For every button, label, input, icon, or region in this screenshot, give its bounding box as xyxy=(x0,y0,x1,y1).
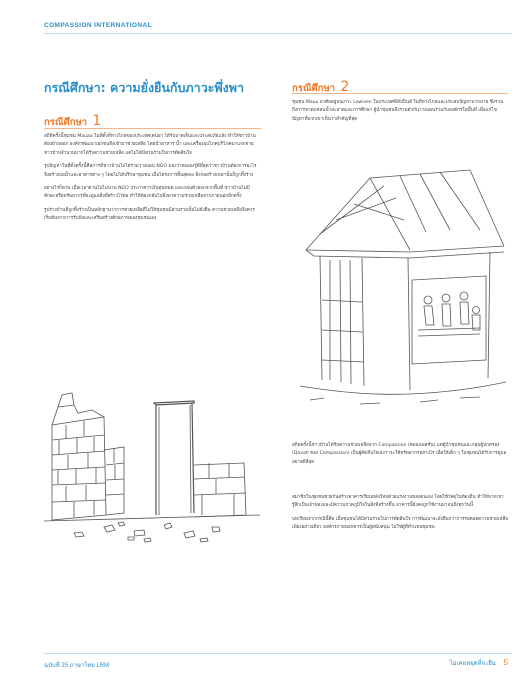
paragraph: รูปปัญหาในที่ตั้งครั้งนี้คือการที่ชาวบ้านไม่ได้ร่วมวางแผน NGO มองว่าตนเองรู้ดีที่สุดว่าชาวบ้านต้องการอะไร จึงสร้างบ่อน้ำและอาคารต่าง ๆ โดยไม่ได้ปรึกษาชุมชน เมื่อโครงการสิ้นสุดลง สิ่งก่อสร้างเหล่านั้นก็ถูกทิ้งร้าง xyxy=(44,164,257,178)
case-study-2-label: กรณีศึกษา xyxy=(292,83,336,94)
header-brand: COMPASSION INTERNATIONAL xyxy=(44,22,152,29)
ruined-building-illustration xyxy=(44,355,260,545)
caption-text: สถิตครั้งนี้ชาวบ้านได้รับความช่วยเหลือจาก Compassion (คอมแพสชั่น) แต่ผู้นำชุมชนและกลุ่มผู้ปกครอง (Qavah ของ Compassion) เป็นผู้ตัดสินใจเองว่าจะใช้ทรัพยากรอย่างไร เพื่อให้เด็ก ๆ ในชุมชนได้รับการดูแลอย่างดีที่สุด xyxy=(292,443,507,465)
paragraph: บทเรียนจากกรณีนี้คือ เมื่อชุมชนได้มีส่วนร่วมในการตัดสินใจ การพัฒนาจะยั่งยืนกว่าการรอคอยความช่วยเหลือเพียงอย่างเดียว องค์กรภายนอกควรเป็นผู้สนับสนุน ไม่ใช่ผู้ที่ทำแทนชุมชน xyxy=(292,516,508,531)
case-study-1-label: กรณีศึกษา xyxy=(44,117,88,128)
header-divider xyxy=(44,33,512,34)
footer-section-title: ไม่เคยหยุดที่จะยืน xyxy=(449,661,496,667)
paragraph: ชุมชน Mauu อาศัยอยู่บนเกาะ Lewisen ในประเทศฟิลิปปินส์ ในที่ห่างไกลและประสบปัญหามากมาย ซึ่งรวมถึงการขาดแคลนน้ำสะอาดและการศึกษา ผู้นำชุมชนจึงรวมตัวกันวางแผนร่วมกับองค์กรในพื้นที่ เพื่อแก้ไขปัญหาที่พวกเขาเห็นว่าสำคัญที่สุด xyxy=(292,100,504,122)
paragraph: สถิติครั้งนี้ชุมชน Mauaa ในที่ตั้งที่ห่างไกลของประเทศเคนยา ได้รับบาดเจ็บและประสบภัยแล้ง ทำให้ชาวบ้านต้องย้ายออก องค์กรพัฒนาเอกชนจึงเข้ามาช่วยเหลือ โดยนำอาหาร น้ำ และเครื่องอุปโภคบริโภคมาแจกจ่าย ชาวบ้านจำนวนมากได้รับความช่วยเหลือ แต่ไม่ได้มีส่วนร่วมในการตัดสินใจ xyxy=(44,134,256,156)
illustration-caption xyxy=(292,442,508,472)
paragraph: รูปร่างบ้านที่ถูกทิ้งร้างเป็นหลักฐานว่าการช่วยเหลือที่ไม่ให้ชุมชนมีส่วนร่วมนั้นไม่ยั่งยืน ความช่วยเหลือจึงควรเริ่มต้นจากการรับฟังและเสริมสร้างศักยภาพของชุมชนเอง xyxy=(44,207,255,222)
case-study-2-divider xyxy=(292,93,508,94)
case-study-1-divider xyxy=(44,128,261,129)
footer-right xyxy=(450,658,508,668)
page-number: 5 xyxy=(503,658,508,667)
paragraph: สมาชิกในชุมชนช่วยกันสร้างอาคารเรียนหลังใหม่ด้วยแรงงานของตนเอง โดยใช้วัสดุในท้องถิ่น ทำให้พวกเขารู้สึกเป็นเจ้าของและมีความภาคภูมิใจในสิ่งที่สร้างขึ้น อาคารนี้ยังคงถูกใช้งานมาจนถึงทุกวันนี้ xyxy=(292,495,504,509)
footer-issue: ฉบับที่ 25 ภาษาไทย LRM xyxy=(44,663,110,669)
community-house-illustration xyxy=(300,160,506,415)
paragraph: อย่างไรก็ตาม เมื่อเวลาผ่านไปไม่นาน NGO ประกาศว่าเงินทุนหมด และถอนตัวออกจากพื้นที่ ชาวบ้านไม่มีทักษะหรือทรัพยากรที่จะดูแลสิ่งที่สร้างไว้ต่อ ทำให้ต้องกลับไปพึ่งพาความช่วยเหลือจากภายนอกอีกครั้ง xyxy=(44,186,250,200)
case-study-2-body xyxy=(292,494,508,538)
page-title: กรณีศึกษา: ความยั่งยืนกับภาวะพึ่งพา xyxy=(44,80,245,95)
case-study-2-number: 2 xyxy=(340,79,350,95)
case-study-2-intro xyxy=(292,99,508,129)
case-study-1-number: 1 xyxy=(92,113,102,129)
case-study-1-body xyxy=(44,133,260,229)
footer-divider xyxy=(44,653,512,654)
